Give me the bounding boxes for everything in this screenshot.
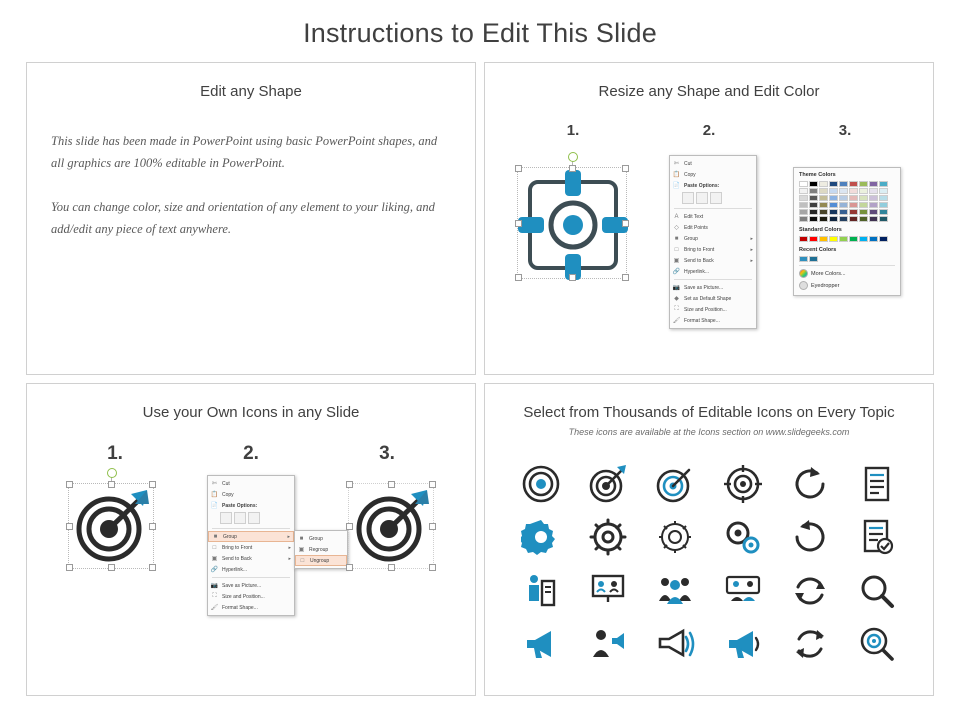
menu-separator xyxy=(674,208,752,209)
more-colors-button[interactable] xyxy=(799,269,895,278)
paste-picture-icon[interactable] xyxy=(234,512,246,524)
color-swatch[interactable] xyxy=(869,181,878,187)
icon-target-circles[interactable] xyxy=(521,464,561,504)
theme-colors-row-2[interactable] xyxy=(799,188,895,194)
icon-magnifier[interactable] xyxy=(857,571,897,611)
target-spiral-icon xyxy=(655,464,695,504)
menu-separator xyxy=(674,279,752,280)
color-swatch[interactable] xyxy=(839,209,848,215)
menu-item-label: Copy xyxy=(221,491,234,498)
color-swatch[interactable] xyxy=(849,181,858,187)
panel-title: Resize any Shape and Edit Color xyxy=(598,83,820,100)
presentation-people-icon xyxy=(588,571,628,611)
refresh-arrow-icon xyxy=(790,517,830,557)
color-swatch[interactable] xyxy=(879,195,888,201)
color-swatch[interactable] xyxy=(829,195,838,201)
refresh-clockwise-icon xyxy=(790,464,830,504)
scissors-icon: ✄ xyxy=(673,161,680,167)
color-swatch[interactable] xyxy=(819,209,828,215)
panel-subtitle: These icons are available at the Icons section on www.slidegeeks.com xyxy=(568,427,850,437)
icon-selection-box[interactable] xyxy=(68,483,154,569)
menu-item-size-and-position[interactable] xyxy=(208,591,294,602)
resize-handle-bottom-right[interactable] xyxy=(149,564,156,571)
person-podium-icon xyxy=(521,571,561,611)
color-swatch[interactable] xyxy=(849,195,858,201)
theme-colors-row-5[interactable] xyxy=(799,209,895,215)
target-circles-icon xyxy=(521,464,561,504)
bullhorn-icon xyxy=(723,624,763,664)
color-swatch[interactable] xyxy=(859,188,868,194)
menu-item-size-and-position[interactable] xyxy=(670,304,756,315)
edit-points-icon: ◇ xyxy=(674,225,679,231)
menu-item-label: Set as Default Shape xyxy=(684,295,732,302)
submenu-item-label: Regroup xyxy=(308,546,329,553)
color-swatch[interactable] xyxy=(799,202,808,208)
icons-grid xyxy=(507,459,911,669)
context-menu[interactable] xyxy=(207,475,330,616)
crosshair-target-shape-icon xyxy=(518,168,628,280)
menu-separator xyxy=(212,528,290,529)
color-swatch[interactable] xyxy=(849,216,858,222)
gears-pair-icon xyxy=(723,517,763,557)
paste-keep-formatting-icon[interactable] xyxy=(682,192,694,204)
icon-checklist-document[interactable] xyxy=(857,517,897,557)
resize-handle-bottom-left[interactable] xyxy=(66,564,73,571)
step-number-2: 2. xyxy=(243,443,259,464)
hyperlink-icon: 🔗 xyxy=(672,269,681,275)
target-arrow-icon xyxy=(349,484,433,568)
color-swatch[interactable] xyxy=(799,216,808,222)
menu-item-set-as-default-shape[interactable] xyxy=(670,293,756,304)
color-swatch[interactable] xyxy=(839,195,848,201)
group-people-icon xyxy=(655,571,695,611)
color-wheel-icon xyxy=(799,269,808,278)
format-shape-icon: 🖌 xyxy=(210,605,219,611)
color-swatch[interactable] xyxy=(829,209,838,215)
color-swatch[interactable] xyxy=(819,216,828,222)
menu-item-label: Size and Position... xyxy=(684,306,727,313)
shape-selection-box[interactable] xyxy=(517,167,627,279)
ungroup-icon: □ xyxy=(300,557,305,564)
copy-icon: 📋 xyxy=(210,492,219,498)
icon-crosshair[interactable] xyxy=(723,464,763,504)
icon-gears-pair[interactable] xyxy=(723,517,763,557)
icon-gear-solid[interactable] xyxy=(521,517,561,557)
color-swatch[interactable] xyxy=(849,202,858,208)
panel-grid xyxy=(26,62,934,690)
menu-separator xyxy=(212,577,290,578)
color-picker-panel[interactable] xyxy=(793,167,901,296)
rotate-handle[interactable] xyxy=(107,468,117,478)
color-swatch[interactable] xyxy=(869,209,878,215)
menu-item-format-shape[interactable] xyxy=(670,315,756,326)
color-swatch[interactable] xyxy=(809,181,818,187)
ungrouped-selection-box[interactable] xyxy=(348,483,434,569)
theme-colors-row-4[interactable] xyxy=(799,202,895,208)
paste-option-icons[interactable] xyxy=(670,191,756,206)
panel-title: Select from Thousands of Editable Icons on Every Topic xyxy=(523,404,895,421)
color-swatch[interactable] xyxy=(879,202,888,208)
icon-refresh-arrow[interactable] xyxy=(790,517,830,557)
size-position-icon: ⛶ xyxy=(674,306,679,312)
menu-item-label: Format Shape... xyxy=(221,604,258,611)
menu-item-label: Hyperlink... xyxy=(684,268,710,275)
color-swatch[interactable] xyxy=(839,202,848,208)
menu-item-hyperlink[interactable] xyxy=(670,266,756,277)
paste-picture-icon[interactable] xyxy=(696,192,708,204)
figure-context-menu xyxy=(669,155,757,329)
color-swatch[interactable] xyxy=(839,236,848,242)
submenu-item-label: Ungroup xyxy=(309,557,330,564)
chevron-right-icon: ▸ xyxy=(287,533,290,540)
resize-handle-top-center[interactable] xyxy=(388,481,395,488)
menu-item-label: Paste Options: xyxy=(684,182,720,189)
recycle-arrows-icon xyxy=(790,624,830,664)
menu-item-label: Bring to Front xyxy=(221,544,253,551)
color-swatch[interactable] xyxy=(859,195,868,201)
color-swatch[interactable] xyxy=(849,188,858,194)
paste-keep-formatting-icon[interactable] xyxy=(220,512,232,524)
step-number-3: 3. xyxy=(379,443,395,464)
panel-paragraph-1: This slide has been made in PowerPoint using basic PowerPoint shapes, and all graphics are 100% editable in PowerPoint. xyxy=(51,134,438,170)
chevron-right-icon: ▸ xyxy=(750,235,753,242)
color-swatch[interactable] xyxy=(849,209,858,215)
page-title: Instructions to Edit This Slide xyxy=(303,18,657,48)
color-swatch[interactable] xyxy=(799,195,808,201)
gear-outline-icon xyxy=(588,517,628,557)
color-swatch[interactable] xyxy=(799,181,808,187)
submenu-item-regroup[interactable] xyxy=(295,544,347,555)
recent-colors-row[interactable] xyxy=(799,256,895,262)
resize-handle-middle-right[interactable] xyxy=(622,220,629,227)
standard-colors-row[interactable] xyxy=(799,236,895,242)
color-swatch[interactable] xyxy=(799,236,808,242)
submenu-item-label: Group xyxy=(308,535,323,542)
menu-item-label: Hyperlink... xyxy=(221,566,247,573)
menu-item-save-as-picture[interactable] xyxy=(208,580,294,591)
color-swatch[interactable] xyxy=(809,236,818,242)
menu-item-group[interactable] xyxy=(208,531,294,542)
copy-icon: 📋 xyxy=(672,172,681,178)
chevron-right-icon: ▸ xyxy=(750,246,753,253)
figure-context-menu-icons xyxy=(207,475,330,616)
resize-handle-top-left[interactable] xyxy=(346,481,353,488)
paste-option-icons[interactable] xyxy=(208,511,294,526)
format-shape-icon: 🖌 xyxy=(672,318,681,324)
figure-color-picker xyxy=(793,167,901,296)
color-swatch[interactable] xyxy=(799,209,808,215)
menu-item-cut[interactable] xyxy=(670,158,756,169)
menu-item-label: Group xyxy=(684,235,698,242)
menu-item-group[interactable] xyxy=(670,233,756,244)
menu-item-label: Bring to Front xyxy=(684,246,715,253)
step-number-1: 1. xyxy=(566,122,580,139)
chevron-right-icon: ▸ xyxy=(288,544,291,551)
color-swatch[interactable] xyxy=(869,216,878,222)
loudspeaker-icon xyxy=(655,624,695,664)
color-swatch[interactable] xyxy=(809,188,818,194)
color-swatch[interactable] xyxy=(819,188,828,194)
menu-item-label: Save as Picture... xyxy=(221,582,262,589)
panel-title: Edit any Shape xyxy=(200,83,302,100)
resize-handle-bottom-center[interactable] xyxy=(388,564,395,571)
color-swatch[interactable] xyxy=(809,195,818,201)
color-swatch[interactable] xyxy=(839,181,848,187)
target-arrow-icon xyxy=(69,484,153,568)
icon-gear-thin[interactable] xyxy=(655,517,695,557)
default-shape-icon: ◆ xyxy=(674,296,679,302)
crosshair-icon xyxy=(723,464,763,504)
color-swatch[interactable] xyxy=(869,188,878,194)
menu-item-format-shape[interactable] xyxy=(208,602,294,613)
color-swatch[interactable] xyxy=(879,188,888,194)
color-swatch[interactable] xyxy=(829,188,838,194)
resize-handle-top-center[interactable] xyxy=(108,481,115,488)
figure-icon-selection xyxy=(68,483,154,569)
bring-front-icon: □ xyxy=(212,544,217,551)
panel-title: Use your Own Icons in any Slide xyxy=(142,404,360,421)
color-swatch[interactable] xyxy=(829,216,838,222)
resize-handle-top-left[interactable] xyxy=(515,165,522,172)
resize-handle-middle-left[interactable] xyxy=(515,220,522,227)
color-swatch[interactable] xyxy=(819,181,828,187)
scissors-icon: ✄ xyxy=(211,481,217,487)
checklist-document-icon xyxy=(857,517,897,557)
recent-colors-label: Recent Colors xyxy=(799,247,837,253)
step-number-3: 3. xyxy=(838,122,852,139)
menu-item-label: Edit Points xyxy=(684,224,708,231)
color-swatch[interactable] xyxy=(859,236,868,242)
icon-target-spiral[interactable] xyxy=(655,464,695,504)
color-swatch[interactable] xyxy=(839,188,848,194)
resize-handle-bottom-right[interactable] xyxy=(622,274,629,281)
theme-colors-row-3[interactable] xyxy=(799,195,895,201)
theme-colors-row-1[interactable] xyxy=(799,181,895,187)
icon-refresh-clockwise[interactable] xyxy=(790,464,830,504)
eyedropper-label: Eyedropper xyxy=(811,282,840,289)
icon-bullhorn[interactable] xyxy=(723,624,763,664)
menu-item-cut[interactable] xyxy=(208,478,294,489)
panel-select-icons xyxy=(484,383,934,696)
bring-front-icon: □ xyxy=(674,246,679,253)
paste-text-icon[interactable] xyxy=(710,192,722,204)
send-back-icon: ▣ xyxy=(673,258,680,264)
resize-handle-top-right[interactable] xyxy=(622,165,629,172)
step-number-1: 1. xyxy=(107,443,123,464)
group-icon: ■ xyxy=(299,535,304,542)
menu-item-bring-to-front[interactable] xyxy=(208,542,294,553)
menu-item-paste-options[interactable] xyxy=(208,500,294,511)
color-swatch[interactable] xyxy=(819,202,828,208)
paste-icon: 📄 xyxy=(210,503,219,509)
chevron-right-icon: ▸ xyxy=(288,555,291,562)
icon-team-meeting[interactable] xyxy=(723,571,763,611)
resize-handle-middle-left[interactable] xyxy=(346,523,353,530)
panel-resize-any-shape xyxy=(484,62,934,375)
menu-item-label: Cut xyxy=(684,160,692,167)
color-swatch[interactable] xyxy=(859,181,868,187)
submenu-item-group[interactable] xyxy=(295,533,347,544)
paste-text-icon[interactable] xyxy=(248,512,260,524)
menu-item-label: Format Shape... xyxy=(684,317,720,324)
step-figure-row xyxy=(485,151,933,329)
color-swatch[interactable] xyxy=(829,236,838,242)
document-lines-icon xyxy=(857,464,897,504)
icon-megaphone[interactable] xyxy=(521,624,561,664)
color-swatch[interactable] xyxy=(879,216,888,222)
size-position-icon: ⛶ xyxy=(212,593,217,599)
step-number-2: 2. xyxy=(702,122,716,139)
icon-document-lines[interactable] xyxy=(857,464,897,504)
gear-thin-icon xyxy=(655,517,695,557)
group-icon: ■ xyxy=(674,235,679,242)
icon-presentation-people[interactable] xyxy=(588,571,628,611)
menu-item-label: Copy xyxy=(684,171,696,178)
save-picture-icon: 📷 xyxy=(672,285,681,291)
menu-item-send-to-back[interactable] xyxy=(208,553,294,564)
panel-use-your-own-icons xyxy=(26,383,476,696)
menu-item-label: Edit Text xyxy=(684,213,704,220)
menu-item-label: Send to Back xyxy=(221,555,252,562)
color-swatch[interactable] xyxy=(869,195,878,201)
color-swatch[interactable] xyxy=(809,216,818,222)
color-swatch[interactable] xyxy=(879,209,888,215)
icon-target-arrow[interactable] xyxy=(588,464,628,504)
resize-handle-bottom-left[interactable] xyxy=(515,274,522,281)
color-swatch[interactable] xyxy=(829,202,838,208)
color-swatch[interactable] xyxy=(799,188,808,194)
menu-item-label: Paste Options: xyxy=(221,502,258,509)
step-number-row xyxy=(27,443,475,465)
resize-handle-middle-right[interactable] xyxy=(429,523,436,530)
save-picture-icon: 📷 xyxy=(210,583,219,589)
color-swatch[interactable] xyxy=(859,216,868,222)
color-swatch[interactable] xyxy=(799,256,808,262)
submenu-item-ungroup[interactable] xyxy=(295,555,347,566)
color-swatch[interactable] xyxy=(809,256,818,262)
color-swatch[interactable] xyxy=(849,236,858,242)
rotate-handle[interactable] xyxy=(568,152,578,162)
menu-item-send-to-back[interactable] xyxy=(670,255,756,266)
target-magnifier-icon xyxy=(857,624,897,664)
person-speaking-icon xyxy=(588,624,628,664)
resize-handle-top-right[interactable] xyxy=(149,481,156,488)
send-back-icon: ▣ xyxy=(211,556,218,562)
menu-item-edit-text[interactable] xyxy=(670,211,756,222)
resize-handle-middle-left[interactable] xyxy=(66,523,73,530)
menu-item-hyperlink[interactable] xyxy=(208,564,294,575)
menu-item-label: Save as Picture... xyxy=(684,284,724,291)
icon-target-magnifier[interactable] xyxy=(857,624,897,664)
menu-item-label: Size and Position... xyxy=(221,593,265,600)
panel-edit-any-shape xyxy=(26,62,476,375)
eyedropper-button[interactable] xyxy=(799,281,895,290)
theme-colors-label: Theme Colors xyxy=(799,172,836,178)
icon-loudspeaker[interactable] xyxy=(655,624,695,664)
resize-handle-bottom-center[interactable] xyxy=(108,564,115,571)
menu-item-label: Group xyxy=(222,533,237,540)
color-swatch[interactable] xyxy=(819,195,828,201)
color-swatch[interactable] xyxy=(869,236,878,242)
context-menu[interactable] xyxy=(669,155,757,329)
group-icon: ■ xyxy=(213,533,218,540)
resize-handle-bottom-right[interactable] xyxy=(429,564,436,571)
step-figure-row xyxy=(27,480,475,616)
gear-solid-icon xyxy=(521,517,561,557)
menu-item-copy[interactable] xyxy=(208,489,294,500)
resize-handle-bottom-left[interactable] xyxy=(346,564,353,571)
color-swatch[interactable] xyxy=(859,209,868,215)
theme-colors-row-6[interactable] xyxy=(799,216,895,222)
color-swatch[interactable] xyxy=(869,202,878,208)
color-swatch[interactable] xyxy=(859,202,868,208)
icon-group-people[interactable] xyxy=(655,571,695,611)
megaphone-icon xyxy=(521,624,561,664)
edit-text-icon: A xyxy=(674,213,679,220)
menu-item-bring-to-front[interactable] xyxy=(670,244,756,255)
icon-cycle-arrows[interactable] xyxy=(790,571,830,611)
chevron-right-icon: ▸ xyxy=(750,257,753,264)
color-swatch[interactable] xyxy=(879,181,888,187)
color-swatch[interactable] xyxy=(809,202,818,208)
menu-item-edit-points[interactable] xyxy=(670,222,756,233)
icon-person-speaking[interactable] xyxy=(588,624,628,664)
menu-item-label: Cut xyxy=(221,480,230,487)
step-number-row xyxy=(485,122,933,139)
color-swatch[interactable] xyxy=(809,209,818,215)
group-submenu[interactable] xyxy=(294,530,348,569)
more-colors-label: More Colors... xyxy=(811,270,846,277)
figure-icon-ungrouped xyxy=(348,483,434,569)
menu-item-save-as-picture[interactable] xyxy=(670,282,756,293)
menu-item-copy[interactable] xyxy=(670,169,756,180)
eyedropper-icon xyxy=(799,281,808,290)
magnifier-icon xyxy=(857,571,897,611)
resize-handle-top-right[interactable] xyxy=(429,481,436,488)
icon-person-podium[interactable] xyxy=(521,571,561,611)
resize-handle-top-left[interactable] xyxy=(66,481,73,488)
panel-paragraph-2: You can change color, size and orientation of any element to your liking, and add/edit any piece of text anywhere. xyxy=(51,200,435,236)
resize-handle-bottom-center[interactable] xyxy=(569,274,576,281)
resize-handle-top-center[interactable] xyxy=(569,165,576,172)
standard-colors-label: Standard Colors xyxy=(799,227,842,233)
color-swatch[interactable] xyxy=(819,236,828,242)
figure-shape-selection xyxy=(517,151,633,279)
hyperlink-icon: 🔗 xyxy=(210,567,219,573)
cycle-arrows-icon xyxy=(790,571,830,611)
target-arrow-icon xyxy=(588,464,628,504)
color-swatch[interactable] xyxy=(829,181,838,187)
resize-handle-middle-right[interactable] xyxy=(149,523,156,530)
regroup-icon: ▣ xyxy=(298,547,305,553)
icon-gear-outline[interactable] xyxy=(588,517,628,557)
menu-item-paste-options[interactable] xyxy=(670,180,756,191)
footer-bar xyxy=(0,710,960,720)
menu-item-label: Send to Back xyxy=(684,257,714,264)
team-meeting-icon xyxy=(723,571,763,611)
color-swatch[interactable] xyxy=(879,236,888,242)
paste-icon: 📄 xyxy=(672,183,681,189)
icon-recycle-arrows[interactable] xyxy=(790,624,830,664)
color-swatch[interactable] xyxy=(839,216,848,222)
